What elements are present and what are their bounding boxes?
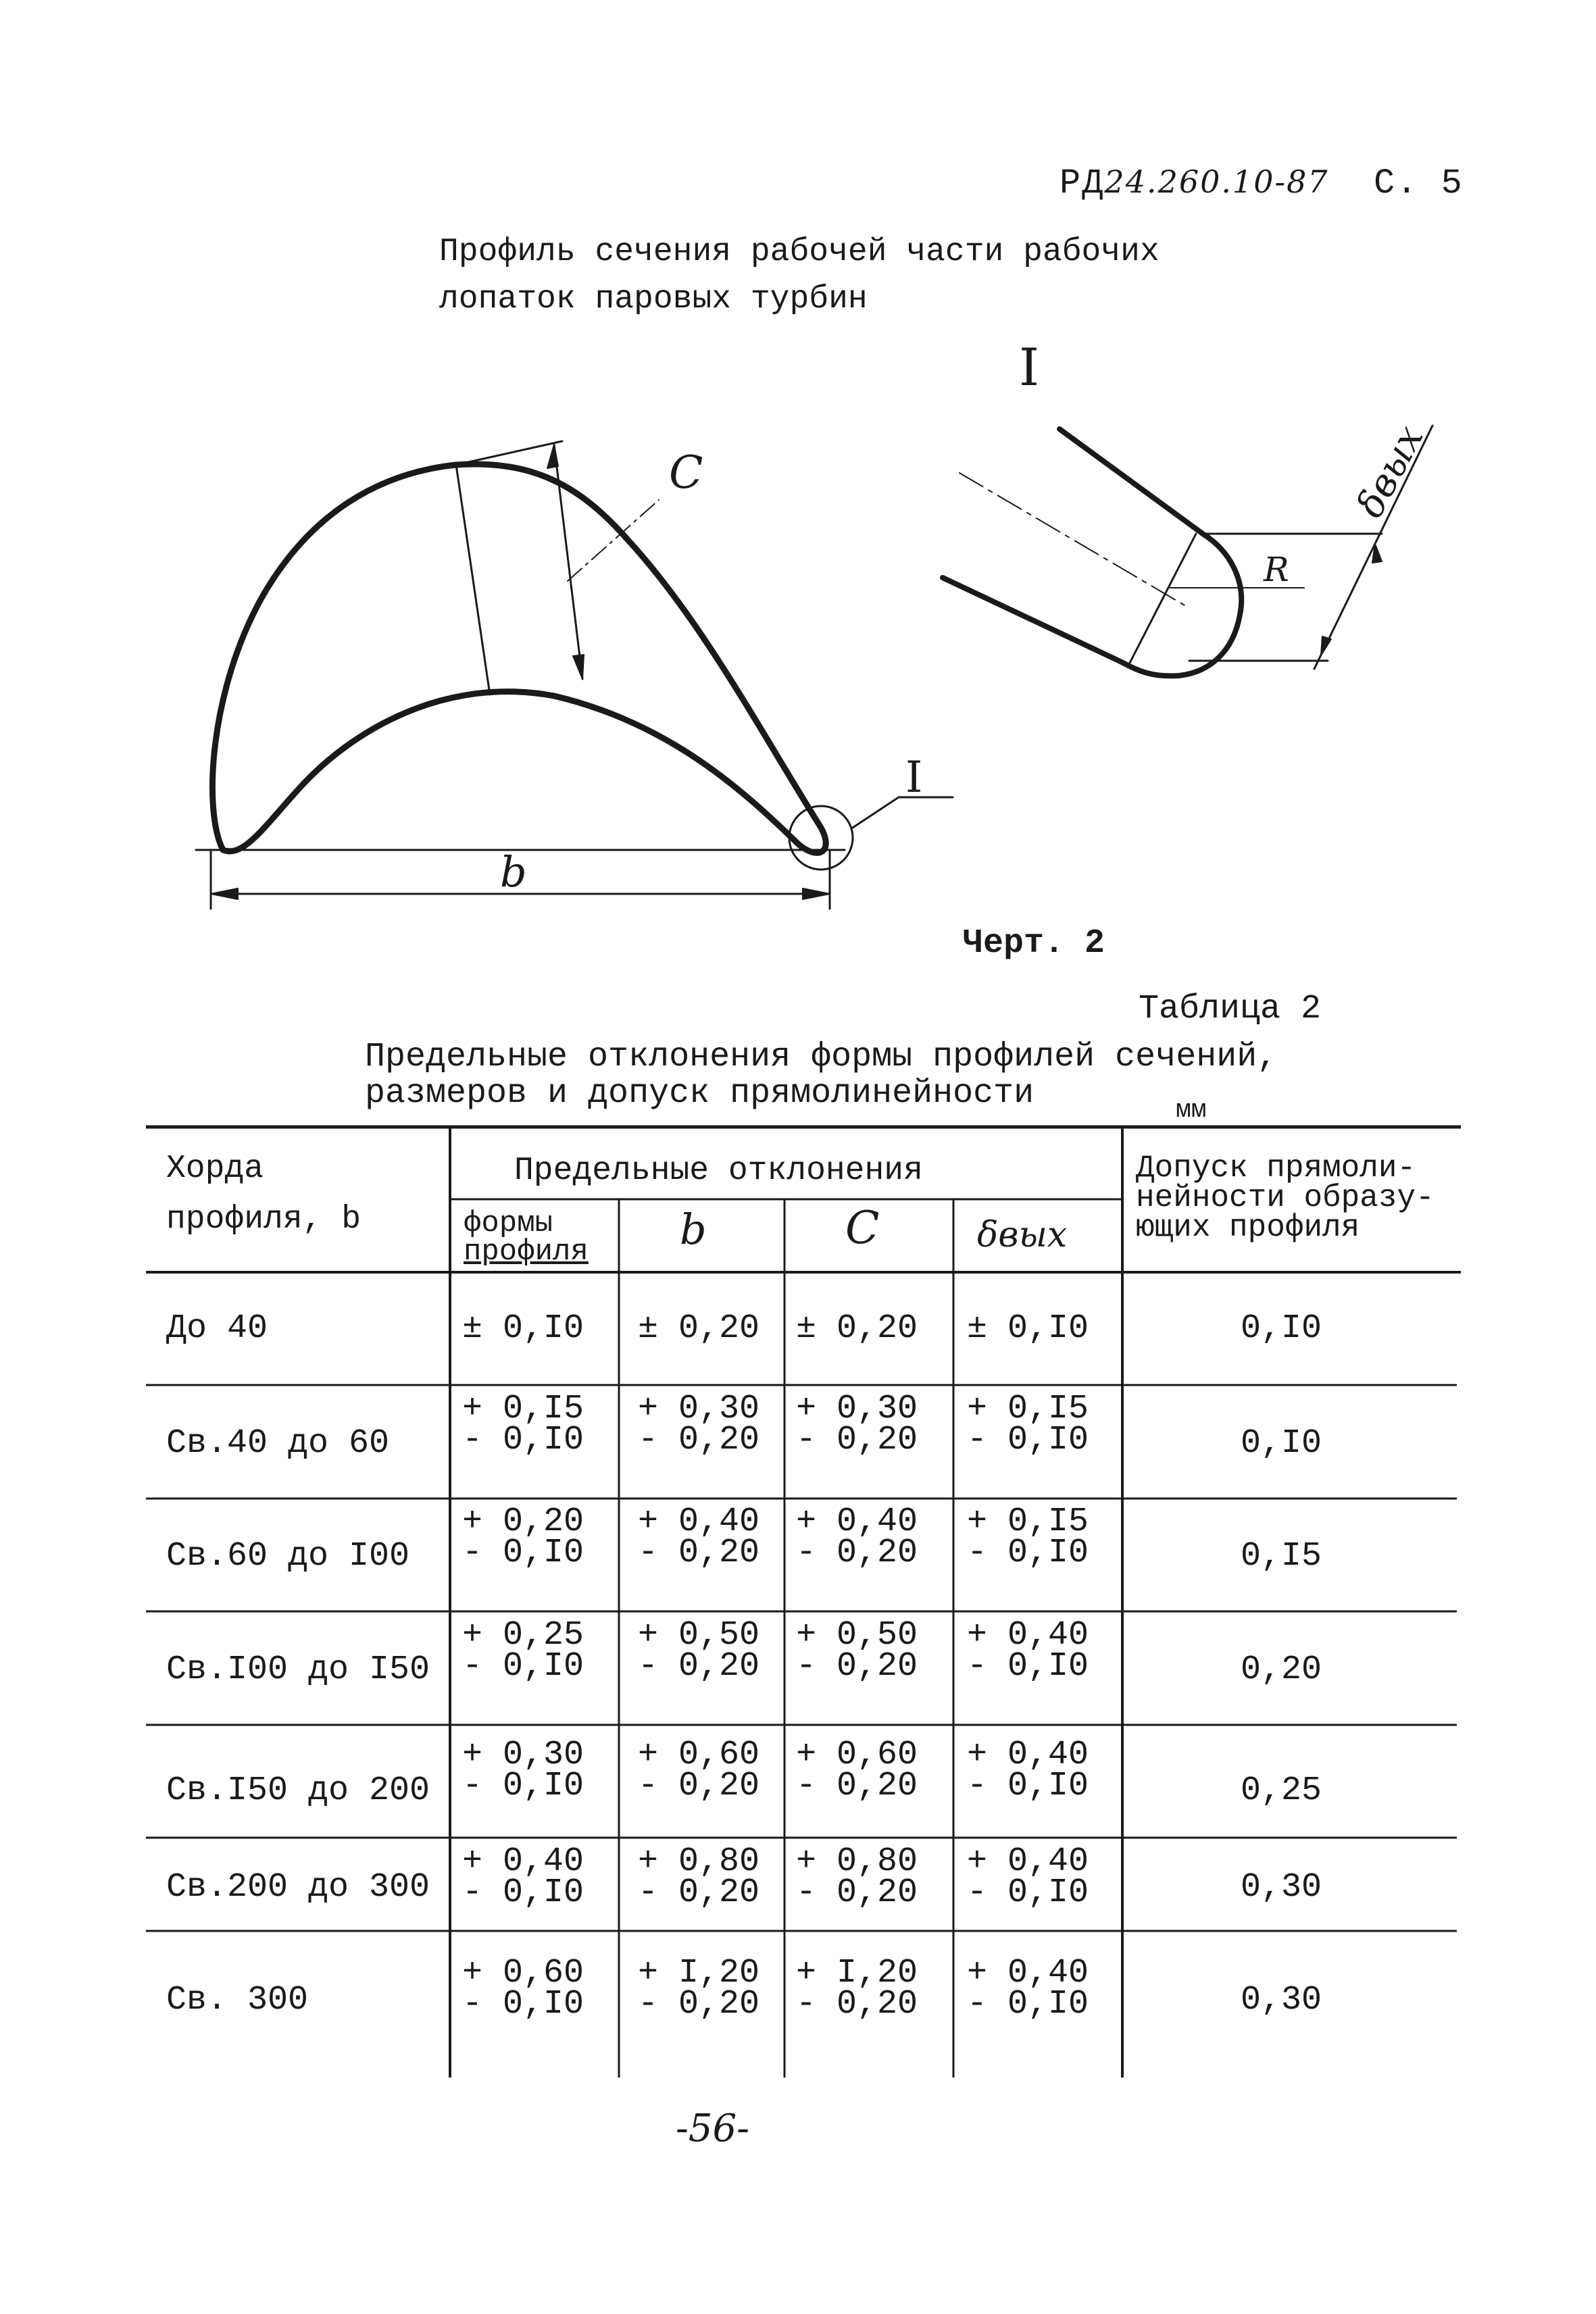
thickness-leader xyxy=(568,500,659,581)
row-2-delta-minus: - 0,I0 xyxy=(967,1421,1089,1459)
row-6-c-minus: - 0,20 xyxy=(796,1873,918,1912)
row-2-shape-minus: - 0,I0 xyxy=(462,1421,584,1459)
row-1-chord: До 40 xyxy=(166,1309,268,1348)
row-5-b-plus: + 0,60 xyxy=(638,1736,760,1774)
row-7-delta-minus: - 0,I0 xyxy=(967,1985,1089,2023)
row-3-b-minus: - 0,20 xyxy=(638,1534,760,1572)
header-shape-line-1: формы xyxy=(464,1207,553,1240)
thickness-arrow-top xyxy=(547,445,558,468)
radius-label: R xyxy=(1264,550,1289,589)
detail-marker-label: I xyxy=(905,753,923,803)
doc-number: 24.260.10-87 xyxy=(1104,164,1329,200)
blade-profile-outline xyxy=(212,464,826,853)
row-3-delta-plus: + 0,I5 xyxy=(967,1503,1089,1541)
row-7-delta-plus: + 0,40 xyxy=(967,1954,1089,1992)
row-5-shape-minus: - 0,I0 xyxy=(462,1767,584,1805)
row-5-c-plus: + 0,60 xyxy=(796,1736,918,1774)
page-ref: С. 5 xyxy=(1374,164,1464,203)
detail-title-label: I xyxy=(1019,337,1040,397)
row-7-shape-plus: + 0,60 xyxy=(462,1954,584,1992)
row-2-tolerance: 0,I0 xyxy=(1241,1424,1322,1463)
header-deviations: Предельные отклонения xyxy=(514,1153,923,1189)
row-1-c: ± 0,20 xyxy=(796,1309,918,1348)
row-4-shape-plus: + 0,25 xyxy=(462,1616,584,1655)
row-7-b-plus: + I,20 xyxy=(638,1954,760,1992)
detail-exit-width-line xyxy=(1128,534,1196,665)
row-2-b-minus: - 0,20 xyxy=(638,1421,760,1459)
row-7-c-minus: - 0,20 xyxy=(796,1985,918,2023)
chord-label: b xyxy=(500,847,527,897)
row-6-tolerance: 0,30 xyxy=(1241,1868,1322,1907)
row-7-chord: Св. 300 xyxy=(166,1981,309,2019)
row-4-c-minus: - 0,20 xyxy=(796,1647,918,1686)
table-title-line-1: Предельные отклонения формы профилей сечений, xyxy=(365,1038,1278,1076)
row-3-chord: Св.60 до I00 xyxy=(166,1537,410,1576)
doc-code: РД xyxy=(1059,164,1105,203)
header-chord-line-1: Хорда xyxy=(166,1151,264,1187)
table-title xyxy=(365,1039,1311,1112)
header-shape-line-2: профиля xyxy=(464,1235,589,1269)
drawing-title xyxy=(439,228,1318,323)
row-4-delta-minus: - 0,I0 xyxy=(967,1647,1089,1686)
document-reference xyxy=(1059,164,1464,203)
row-2-shape-plus: + 0,I5 xyxy=(462,1390,584,1428)
row-5-shape-plus: + 0,30 xyxy=(462,1736,584,1774)
table-title-line-2: размеров и допуск прямолинейности xyxy=(365,1074,1034,1113)
header-b: b xyxy=(680,1205,707,1254)
row-4-shape-minus: - 0,I0 xyxy=(462,1647,584,1686)
header-delta: δвых xyxy=(977,1215,1068,1255)
row-4-delta-plus: + 0,40 xyxy=(967,1616,1089,1655)
row-5-c-minus: - 0,20 xyxy=(796,1767,918,1805)
drawing-title-line-2: лопаток паровых турбин xyxy=(439,281,868,318)
thickness-dimension-line xyxy=(554,445,582,679)
row-3-shape-plus: + 0,20 xyxy=(462,1503,584,1541)
row-2-c-minus: - 0,20 xyxy=(796,1421,918,1459)
table-number: Таблица 2 xyxy=(1139,990,1322,1028)
row-3-c-plus: + 0,40 xyxy=(796,1503,918,1541)
row-6-c-plus: + 0,80 xyxy=(796,1842,918,1881)
chord-arrow-left xyxy=(211,888,238,899)
row-2-chord: Св.40 до 60 xyxy=(166,1424,390,1463)
detail-circle xyxy=(789,806,853,870)
row-4-tolerance: 0,20 xyxy=(1241,1651,1322,1689)
row-6-delta-minus: - 0,I0 xyxy=(967,1873,1089,1912)
row-1-shape: ± 0,I0 xyxy=(462,1309,584,1348)
row-2-b-plus: + 0,30 xyxy=(638,1390,760,1428)
detail-edge-outline xyxy=(943,429,1241,676)
row-3-delta-minus: - 0,I0 xyxy=(967,1534,1089,1572)
row-4-chord: Св.I00 до I50 xyxy=(166,1651,430,1689)
drawing-caption: Черт. 2 xyxy=(963,924,1105,963)
row-4-c-plus: + 0,50 xyxy=(796,1616,918,1655)
row-6-delta-plus: + 0,40 xyxy=(967,1842,1089,1881)
row-1-tolerance: 0,I0 xyxy=(1241,1309,1322,1348)
thickness-line-1 xyxy=(456,465,490,695)
row-3-tolerance: 0,I5 xyxy=(1241,1537,1322,1576)
page-number: -56- xyxy=(676,2107,750,2150)
delta-arrow-bottom xyxy=(1321,636,1331,655)
row-6-shape-minus: - 0,I0 xyxy=(462,1873,584,1912)
row-5-delta-minus: - 0,I0 xyxy=(967,1767,1089,1805)
row-7-b-minus: - 0,20 xyxy=(638,1985,760,2023)
row-1-b: ± 0,20 xyxy=(638,1309,760,1348)
row-5-delta-plus: + 0,40 xyxy=(967,1736,1089,1774)
exit-edge-label: δвых xyxy=(1347,418,1432,525)
row-6-shape-plus: + 0,40 xyxy=(462,1842,584,1881)
thickness-label: C xyxy=(669,447,703,499)
row-7-shape-minus: - 0,I0 xyxy=(462,1985,584,2023)
blade-profile-drawing xyxy=(0,324,1596,919)
detail-axis-line xyxy=(959,473,1189,608)
row-5-chord: Св.I50 до 200 xyxy=(166,1771,430,1810)
row-2-delta-plus: + 0,I5 xyxy=(967,1390,1089,1428)
row-5-tolerance: 0,25 xyxy=(1241,1771,1322,1810)
header-chord-line-2: профиля, b xyxy=(166,1201,361,1238)
table-grid xyxy=(146,1125,1461,2084)
row-6-chord: Св.200 до 300 xyxy=(166,1868,430,1907)
detail-leader xyxy=(853,797,899,828)
row-3-shape-minus: - 0,I0 xyxy=(462,1534,584,1572)
row-7-tolerance: 0,30 xyxy=(1241,1981,1322,2019)
row-4-b-plus: + 0,50 xyxy=(638,1616,760,1655)
row-4-b-minus: - 0,20 xyxy=(638,1647,760,1686)
row-3-b-plus: + 0,40 xyxy=(638,1503,760,1541)
thickness-line-2 xyxy=(456,441,562,465)
drawing-title-line-1: Профиль сечения рабочей части рабочих xyxy=(439,234,1159,270)
row-1-delta: ± 0,I0 xyxy=(967,1309,1089,1348)
row-5-b-minus: - 0,20 xyxy=(638,1767,760,1805)
table-units: мм xyxy=(1176,1096,1207,1125)
row-6-b-minus: - 0,20 xyxy=(638,1873,760,1912)
chord-arrow-right xyxy=(803,888,830,899)
header-tolerance-line-2: нейности образу- xyxy=(1136,1180,1435,1215)
tolerance-table xyxy=(146,1125,1461,2084)
thickness-arrow-bottom xyxy=(573,655,584,679)
header-tolerance-line-1: Допуск прямоли- xyxy=(1136,1151,1416,1186)
header-tolerance-line-3: ющих профиля xyxy=(1136,1210,1360,1245)
row-6-b-plus: + 0,80 xyxy=(638,1842,760,1881)
row-7-c-plus: + I,20 xyxy=(796,1954,918,1992)
row-3-c-minus: - 0,20 xyxy=(796,1534,918,1572)
row-2-c-plus: + 0,30 xyxy=(796,1390,918,1428)
header-c: C xyxy=(845,1202,880,1254)
